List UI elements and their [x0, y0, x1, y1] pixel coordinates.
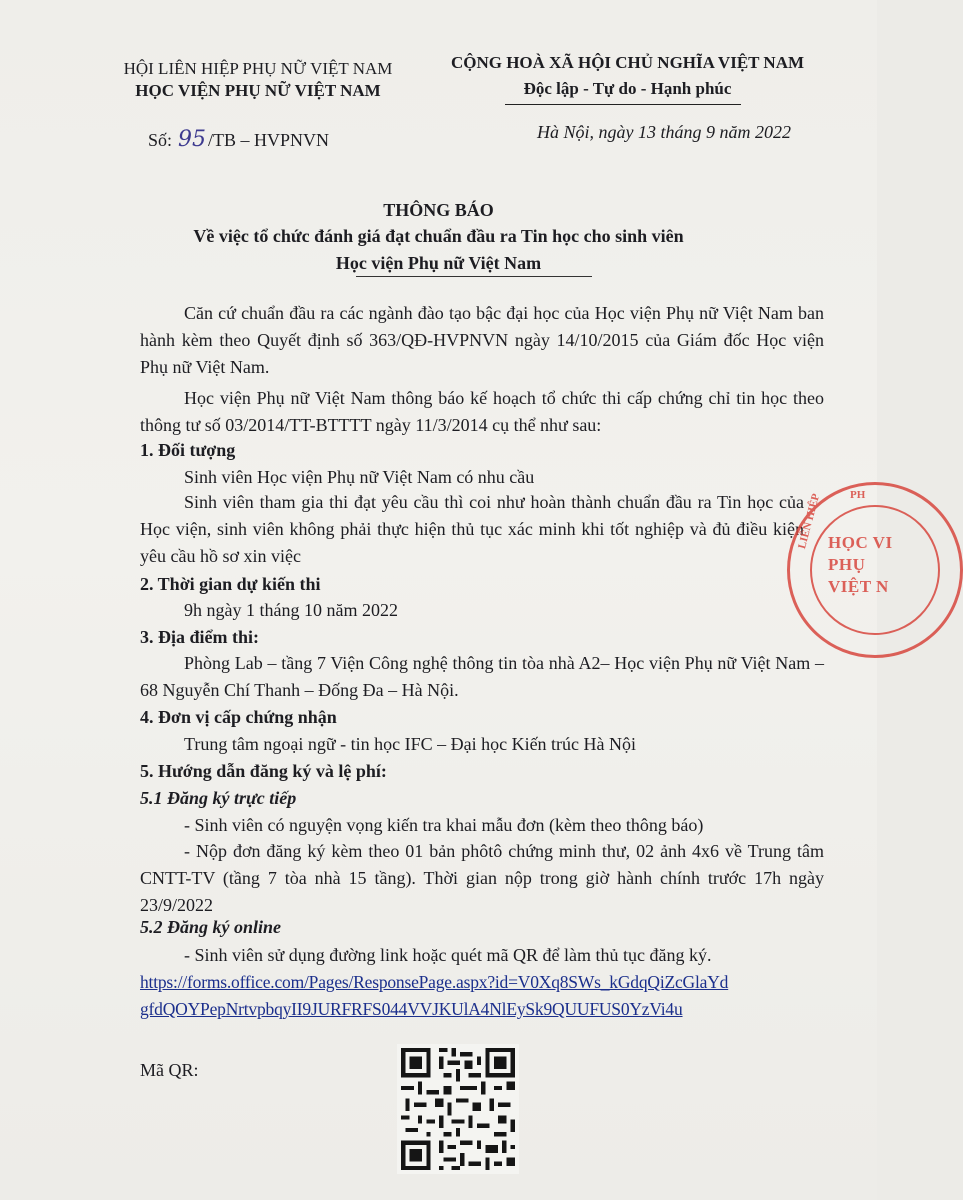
national-header: [430, 50, 825, 102]
title-underline: [356, 276, 592, 277]
issuer-parent-org: HỘI LIÊN HIỆP PHỤ NỮ VIỆT NAM: [123, 59, 393, 78]
section-2-heading: 2. Thời gian dự kiến thi: [140, 574, 321, 594]
section-4-heading: 4. Đơn vị cấp chứng nhận: [140, 707, 337, 727]
stamp-top-text: PH: [850, 489, 866, 501]
section-3-paragraph: Phòng Lab – tầng 7 Viện Công nghệ thông tin tòa nhà A2– Học viện Phụ nữ Việt Nam – 68 Nguyễn Chí Thanh – Đống Đa – Hà Nội.: [140, 653, 824, 700]
issuer-org: HỌC VIỆN PHỤ NỮ VIỆT NAM: [135, 81, 381, 100]
official-red-stamp: [787, 482, 963, 658]
registration-link-line-2[interactable]: gfdQOYPepNrtvpbqyII9JURFRFS044VVJKUlA4NlEySk9QUUFUS0YzVi4u: [140, 999, 683, 1019]
qr-code-image[interactable]: [397, 1043, 519, 1175]
qr-label: Mã QR:: [140, 1060, 199, 1080]
section-1-heading: 1. Đối tượng: [140, 440, 236, 460]
document-subtitle-2: Học viện Phụ nữ Việt Nam: [335, 253, 542, 273]
intro-paragraph-1: Căn cứ chuẩn đầu ra các ngành đào tạo bậc đại học của Học viện Phụ nữ Việt Nam ban hành kèm theo Quyết định số 363/QĐ-HVPNVN ngày 14/10/2015 của Giám đốc Học viện Phụ nữ Việt Nam.: [140, 303, 824, 377]
document-number-value: 95: [178, 127, 207, 152]
issuer-header: [108, 58, 408, 102]
place-date: Hà Nội, ngày 13 tháng 9 năm 2022: [537, 122, 791, 142]
section-5-heading: 5. Hướng dẫn đăng ký và lệ phí:: [140, 761, 387, 781]
stamp-line-2: PHỤ: [828, 555, 866, 574]
section-5-2-line: - Sinh viên sử dụng đường link hoặc quét mã QR để làm thủ tục đăng ký.: [184, 945, 712, 965]
section-2-line: 9h ngày 1 tháng 10 năm 2022: [184, 600, 398, 620]
registration-link-line-1[interactable]: https://forms.office.com/Pages/ResponsePage.aspx?id=V0Xq8SWs_kGdqQiZcGlaYd: [140, 972, 729, 992]
intro-paragraph-2: Học viện Phụ nữ Việt Nam thông báo kế hoạch tổ chức thi cấp chứng chỉ tin học theo thông tư số 03/2014/TT-BTTTT ngày 11/3/2014 cụ thể như sau:: [140, 388, 824, 435]
national-name: CỘNG HOÀ XÃ HỘI CHỦ NGHĨA VIỆT NAM: [450, 53, 805, 72]
document-number: [148, 127, 329, 152]
section-5-1-paragraph: - Nộp đơn đăng ký kèm theo 01 bản phôtô chứng minh thư, 02 ảnh 4x6 về Trung tâm CNTT-TV (tầng 7 tòa nhà 15 tầng). Thời gian nộp trong giờ hành chính trước 17h ngày 23/9/2022: [140, 841, 824, 915]
motto-underline: [505, 104, 741, 105]
document-subtitle-1: Về việc tổ chức đánh giá đạt chuẩn đầu ra Tin học cho sinh viên: [193, 226, 684, 246]
stamp-line-3: VIỆT N: [828, 577, 889, 596]
document-number-suffix: /TB – HVPNVN: [208, 130, 330, 150]
section-1-paragraph: Sinh viên tham gia thi đạt yêu cầu thì coi như hoàn thành chuẩn đầu ra Tin học của Học viện, sinh viên không phải thực hiện thủ tục xác minh khi tốt nghiệp và đủ điều kiện yêu cầu hồ sơ xin việc: [140, 492, 804, 566]
section-1-line: Sinh viên Học viện Phụ nữ Việt Nam có nhu cầu: [184, 467, 535, 487]
section-3-heading: 3. Địa điểm thi:: [140, 627, 259, 647]
section-5-1-line: - Sinh viên có nguyện vọng kiến tra khai mẫu đơn (kèm theo thông báo): [184, 815, 704, 835]
section-5-1-heading: 5.1 Đăng ký trực tiếp: [140, 788, 297, 808]
document-title: THÔNG BÁO: [383, 200, 494, 220]
national-motto: Độc lập - Tự do - Hạnh phúc: [523, 79, 732, 98]
document-number-prefix: Số:: [148, 130, 173, 150]
section-4-line: Trung tâm ngoại ngữ - tin học IFC – Đại học Kiến trúc Hà Nội: [184, 734, 637, 754]
stamp-line-1: HỌC VI: [828, 533, 893, 552]
stamp-side-text: LIÊN HIỆP: [796, 492, 823, 551]
section-5-2-heading: 5.2 Đăng ký online: [140, 917, 282, 937]
